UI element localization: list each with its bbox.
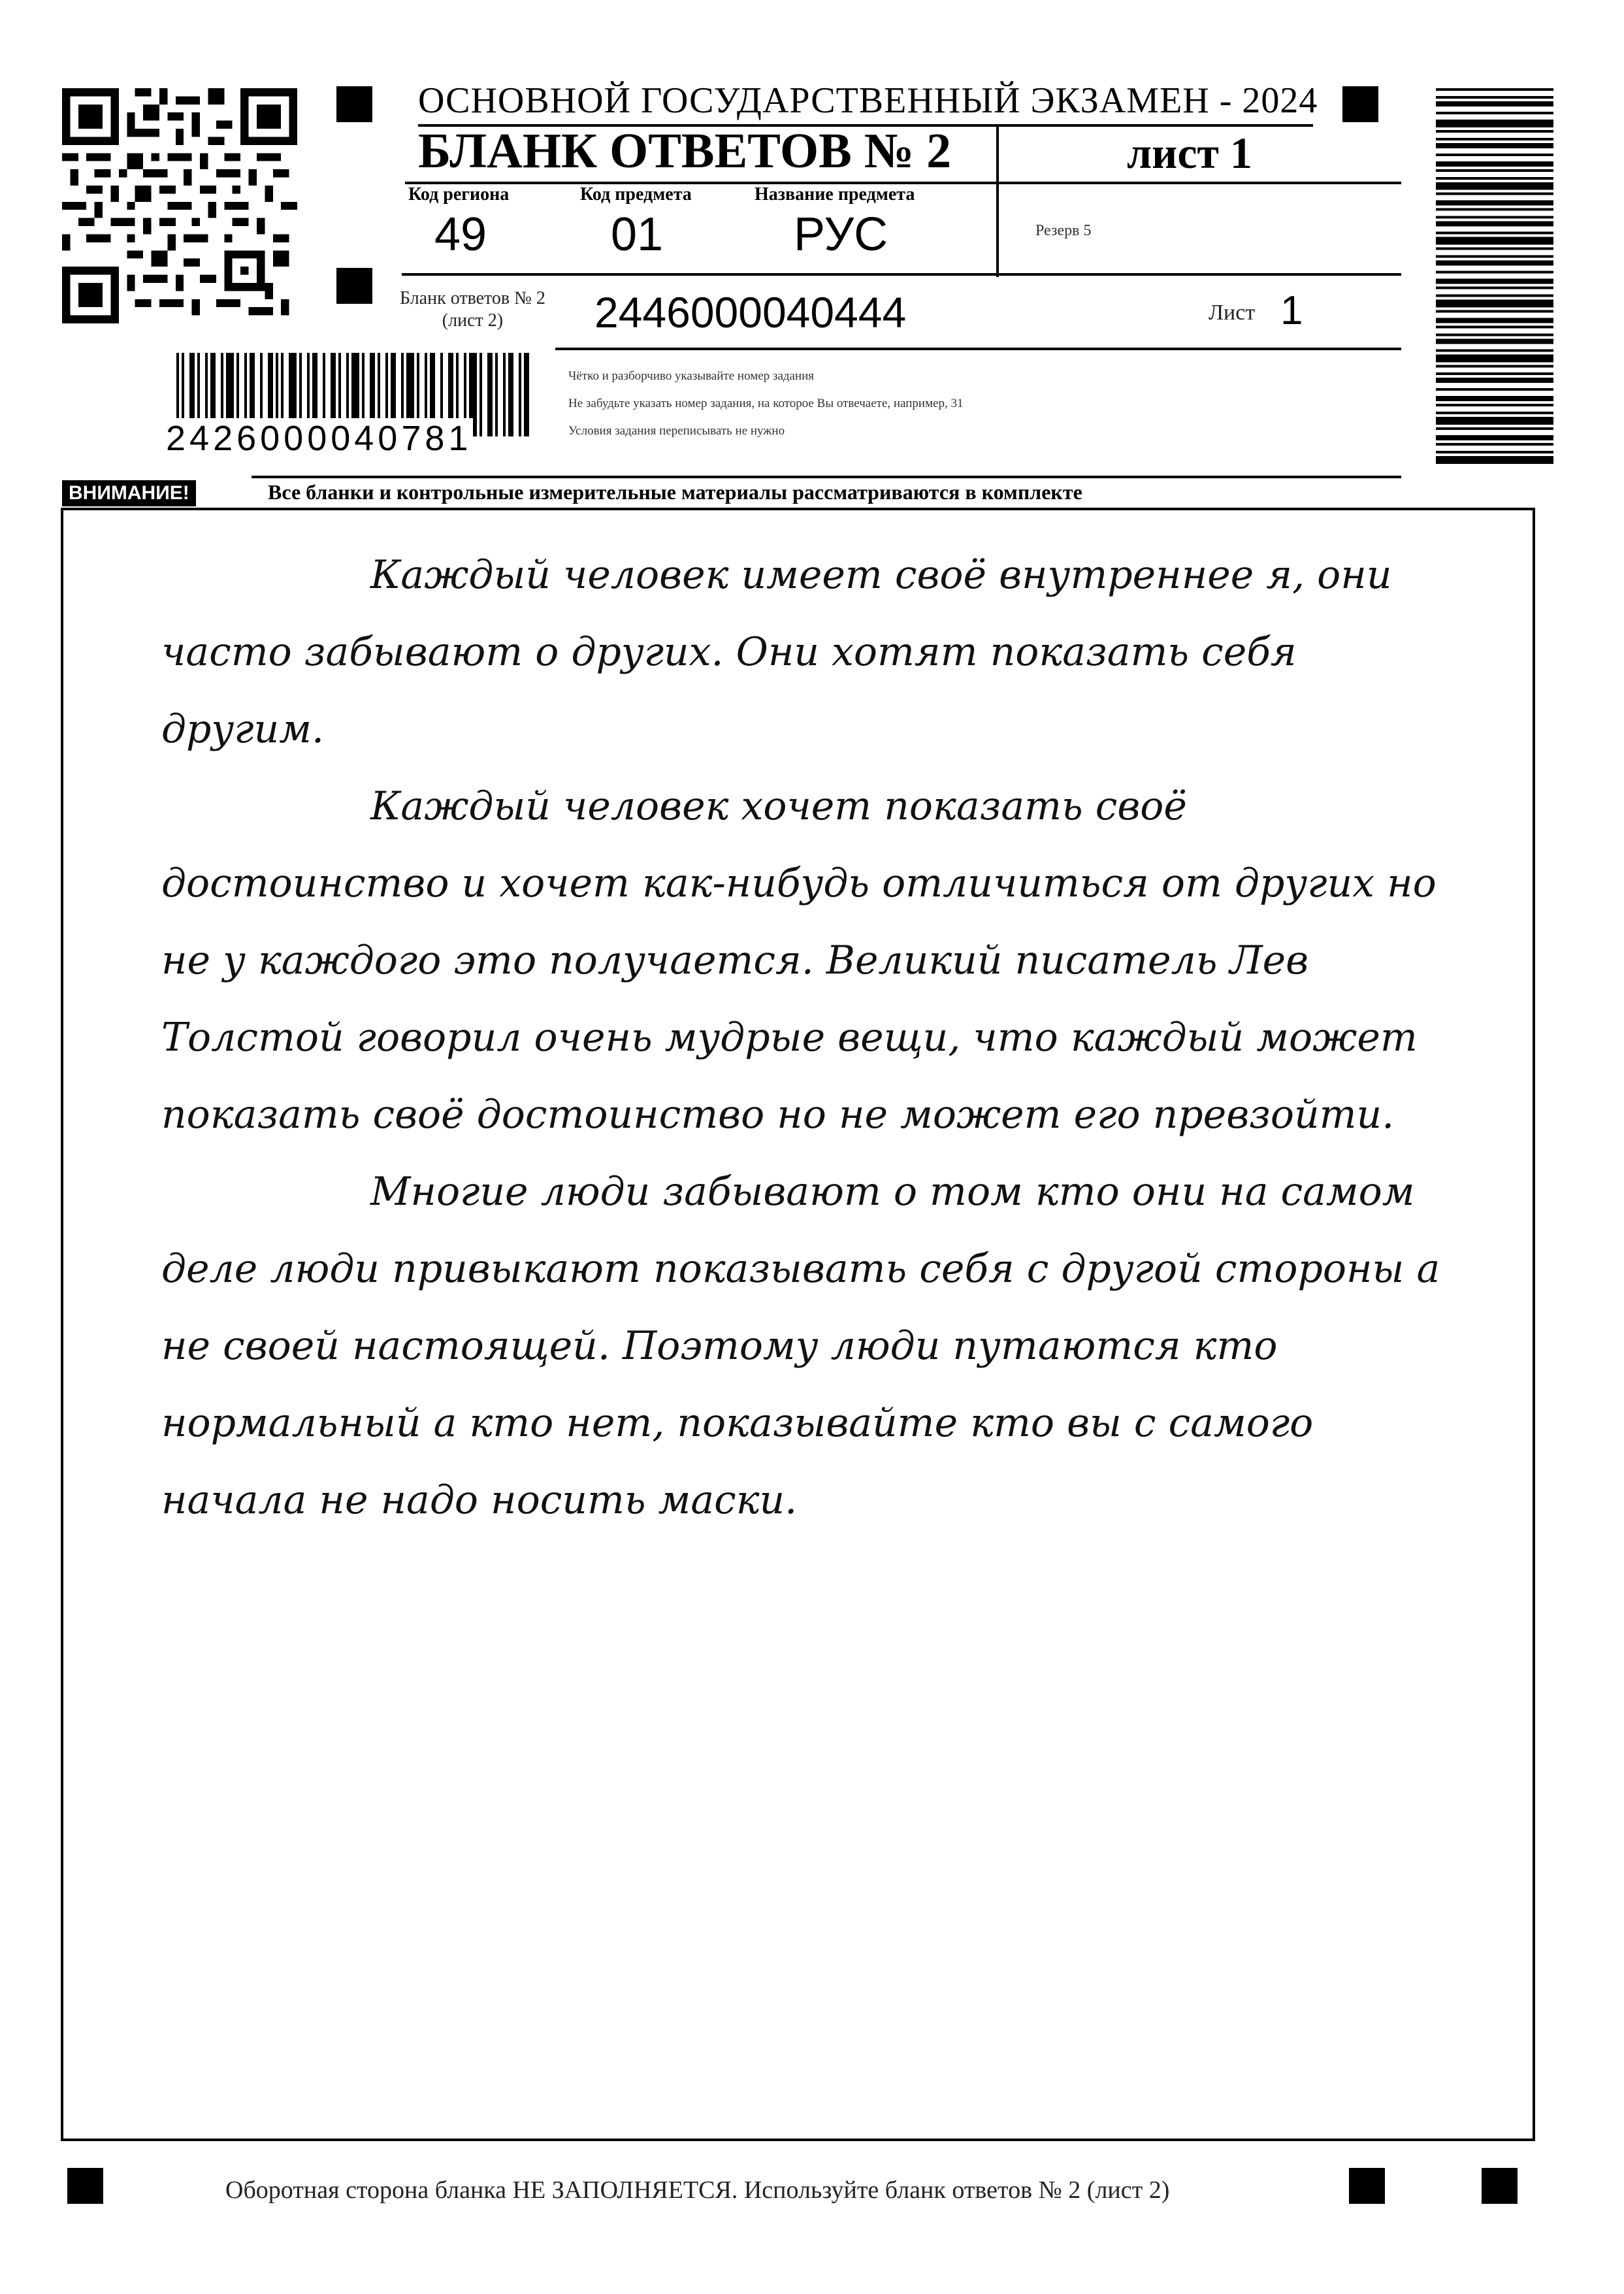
blank-number: 2446000040444 xyxy=(594,288,907,336)
header-divider-3 xyxy=(402,273,1401,276)
attention-text: Все бланки и контрольные измерительные материалы рассматриваются в комплекте xyxy=(268,480,1082,504)
blank-id-label-line1: Бланк ответов № 2 xyxy=(400,288,545,308)
blank-id-label-line2: (лист 2) xyxy=(442,310,504,331)
handwritten-answer xyxy=(161,536,1468,1539)
subject-code: 01 xyxy=(611,208,664,261)
region-code-label: Код региона xyxy=(408,184,510,205)
region-code: 49 xyxy=(434,208,487,261)
vertical-barcode xyxy=(1436,88,1553,464)
list-number: 1 xyxy=(1280,288,1303,333)
form-title: БЛАНК ОТВЕТОВ № 2 xyxy=(418,123,952,178)
attention-bar xyxy=(62,480,1385,512)
answer-area[interactable] xyxy=(61,508,1535,2141)
exam-title: ОСНОВНОЙ ГОСУДАРСТВЕННЫЙ ЭКЗАМЕН - 2024 xyxy=(418,80,1318,121)
registration-mark-top-left xyxy=(336,86,372,122)
reserve-label: Резерв 5 xyxy=(1035,222,1092,239)
attention-divider xyxy=(252,476,1401,478)
registration-mark-bottom-right-2 xyxy=(1482,2168,1518,2204)
answer-paragraph: Многие люди забывают о том кто они на самом деле люди привыкают показывать себя с другой стороны а не своей настоящей. Поэтому люди путаются кто нормальный а кто нет, показывайте кто вы с самого начала не надо носить маски. xyxy=(161,1169,1440,1523)
subject-name-label: Название предмета xyxy=(755,184,915,205)
instruction-line: Условия задания переписывать не нужно xyxy=(568,424,785,438)
qr-code xyxy=(62,88,297,323)
answer-paragraph: Каждый человек хочет показать своё достоинство и хочет как-нибудь отличиться от других но не у каждого это получается. Великий писатель Лев Толстой говорил очень мудрые вещи, что каждый может показать своё достоинство но не может его превзойти. xyxy=(161,783,1437,1138)
subject-name: РУС xyxy=(794,208,888,261)
answer-paragraph: Каждый человек имеет своё внутреннее я, они часто забывают о других. Они хотят показать себя другим. xyxy=(161,552,1392,752)
sheet-label: лист 1 xyxy=(1127,128,1252,178)
registration-mark-bottom-left xyxy=(67,2168,103,2204)
attention-badge: ВНИМАНИЕ! xyxy=(62,480,196,506)
instruction-line: Не забудьте указать номер задания, на которое Вы отвечаете, например, 31 xyxy=(568,397,964,410)
blank-id-label xyxy=(400,287,545,332)
instructions-divider xyxy=(555,348,1401,350)
footer-note: Оборотная сторона бланка НЕ ЗАПОЛНЯЕТСЯ. Используйте бланк ответов № 2 (лист 2) xyxy=(225,2176,1170,2204)
registration-mark-bottom-right-1 xyxy=(1349,2168,1385,2204)
list-label: Лист xyxy=(1209,301,1256,325)
barcode-number: 2426000040781 xyxy=(166,419,472,458)
subject-code-label: Код предмета xyxy=(580,184,692,205)
registration-mark-mid-left xyxy=(336,268,372,304)
instruction-line: Чётко и разборчиво указывайте номер задания xyxy=(568,369,815,383)
registration-mark-top-right xyxy=(1342,86,1378,122)
header-vertical-divider xyxy=(996,127,999,277)
